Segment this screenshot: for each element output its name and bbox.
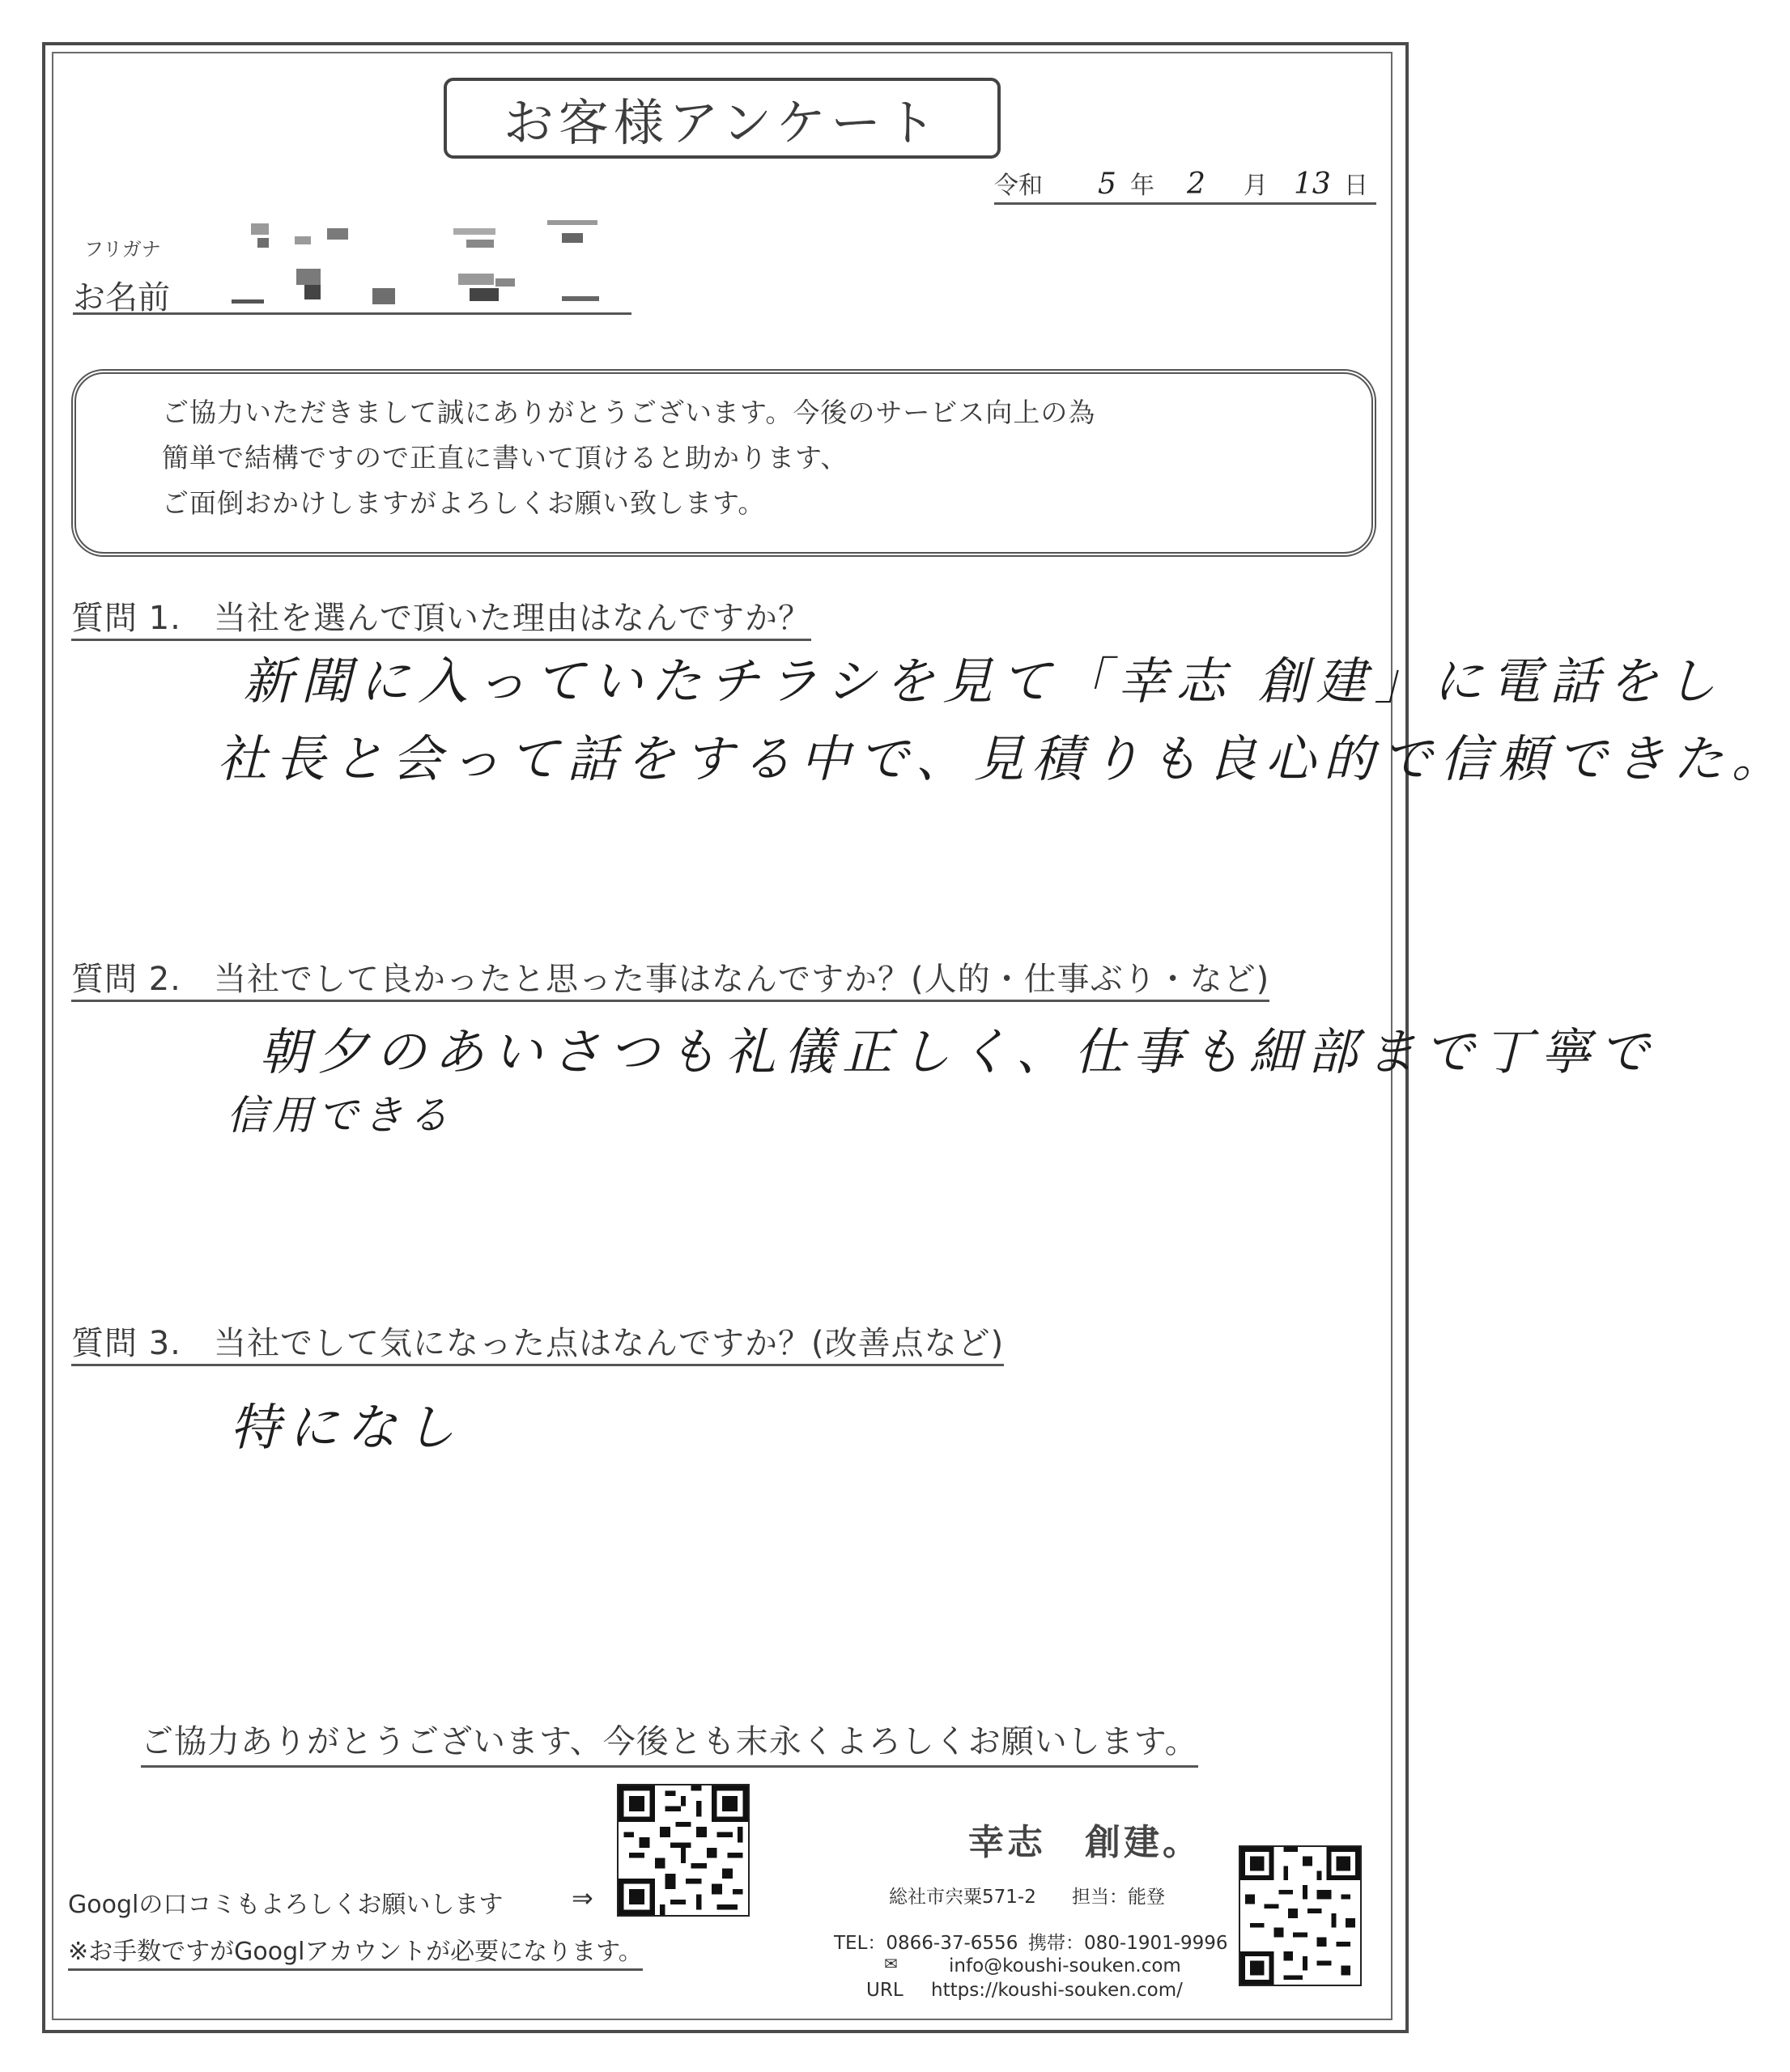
answer-2-line-1: 朝夕のあいさつも礼儀正しく、仕事も細部まで丁寧で bbox=[259, 1022, 1657, 1081]
answer-1-line-2: 社長と会って話をする中で、見積りも良心的で信頼できた。 bbox=[217, 729, 1790, 788]
contact-person: 担当：能登 bbox=[1072, 1887, 1165, 1908]
greeting-line-2: 簡単で結構ですので正直に書いて頂けると助かります、 bbox=[162, 442, 848, 473]
answer-1-line-1: 新聞に入っていたチラシを見て「幸志 創建」に電話をし bbox=[243, 652, 1724, 711]
question-3-text: 当社でして気になった点はなんですか？(改善点など) bbox=[214, 1325, 1005, 1362]
question-1-number: 質問 1. bbox=[71, 600, 181, 637]
name-underline bbox=[73, 312, 631, 315]
form-title: お客様アンケート bbox=[444, 78, 1001, 159]
greeting-line-3: ご面倒おかけしますがよろしくお願い致します。 bbox=[162, 487, 766, 519]
google-review-text: Googlの口コミもよろしくお願いします bbox=[68, 1891, 504, 1919]
company-address: 総社市宍粟571-2 bbox=[889, 1887, 1036, 1908]
question-1-heading bbox=[71, 592, 811, 639]
company-website-qr-code[interactable] bbox=[1239, 1845, 1362, 1986]
date-era: 令和 bbox=[994, 172, 1043, 200]
date-month-value: 2 bbox=[1187, 168, 1205, 201]
date-month-unit: 月 bbox=[1244, 172, 1268, 200]
question-3-number: 質問 3. bbox=[71, 1325, 181, 1362]
date-year-value: 5 bbox=[1098, 168, 1116, 201]
question-2-number: 質問 2. bbox=[71, 961, 181, 998]
google-account-note: ※お手数ですがGooglアカウントが必要になります。 bbox=[68, 1931, 643, 1971]
furigana-label: フリガナ bbox=[84, 238, 161, 261]
question-2-text: 当社でして良かったと思った事はなんですか？(人的・仕事ぶり・など) bbox=[214, 961, 1270, 998]
company-tel: TEL：0866-37-6556 bbox=[834, 1933, 1018, 1954]
google-review-qr-code[interactable] bbox=[617, 1784, 750, 1917]
question-1-text: 当社を選んで頂いた理由はなんですか？ bbox=[214, 600, 811, 637]
company-mobile: 携帯：080-1901-9996 bbox=[1028, 1933, 1228, 1954]
name-label: お名前 bbox=[73, 279, 170, 316]
closing-thanks: ご協力ありがとうございます、今後とも末永くよろしくお願いします。 bbox=[141, 1716, 1198, 1768]
company-name: 幸志 創建。 bbox=[968, 1822, 1201, 1863]
company-email[interactable]: info@koushi-souken.com bbox=[949, 1955, 1181, 1976]
arrow-right-icon: ⇒ bbox=[572, 1883, 593, 1913]
question-2-heading bbox=[71, 953, 1269, 1000]
question-3-heading bbox=[71, 1318, 1004, 1364]
date-day-unit: 日 bbox=[1344, 172, 1368, 200]
date-year-unit: 年 bbox=[1130, 172, 1154, 200]
answer-2-line-2: 信用できる bbox=[227, 1092, 453, 1139]
mail-icon: ✉ bbox=[884, 1954, 898, 1973]
greeting-line-1: ご協力いただきまして誠にありがとうございます。今後のサービス向上の為 bbox=[162, 397, 1096, 428]
date-field bbox=[994, 162, 1376, 205]
answer-3-line-1: 特になし bbox=[230, 1398, 464, 1457]
url-label: URL bbox=[866, 1980, 904, 2001]
company-url[interactable]: https://koushi-souken.com/ bbox=[931, 1980, 1183, 2001]
date-day-value: 13 bbox=[1294, 168, 1331, 201]
